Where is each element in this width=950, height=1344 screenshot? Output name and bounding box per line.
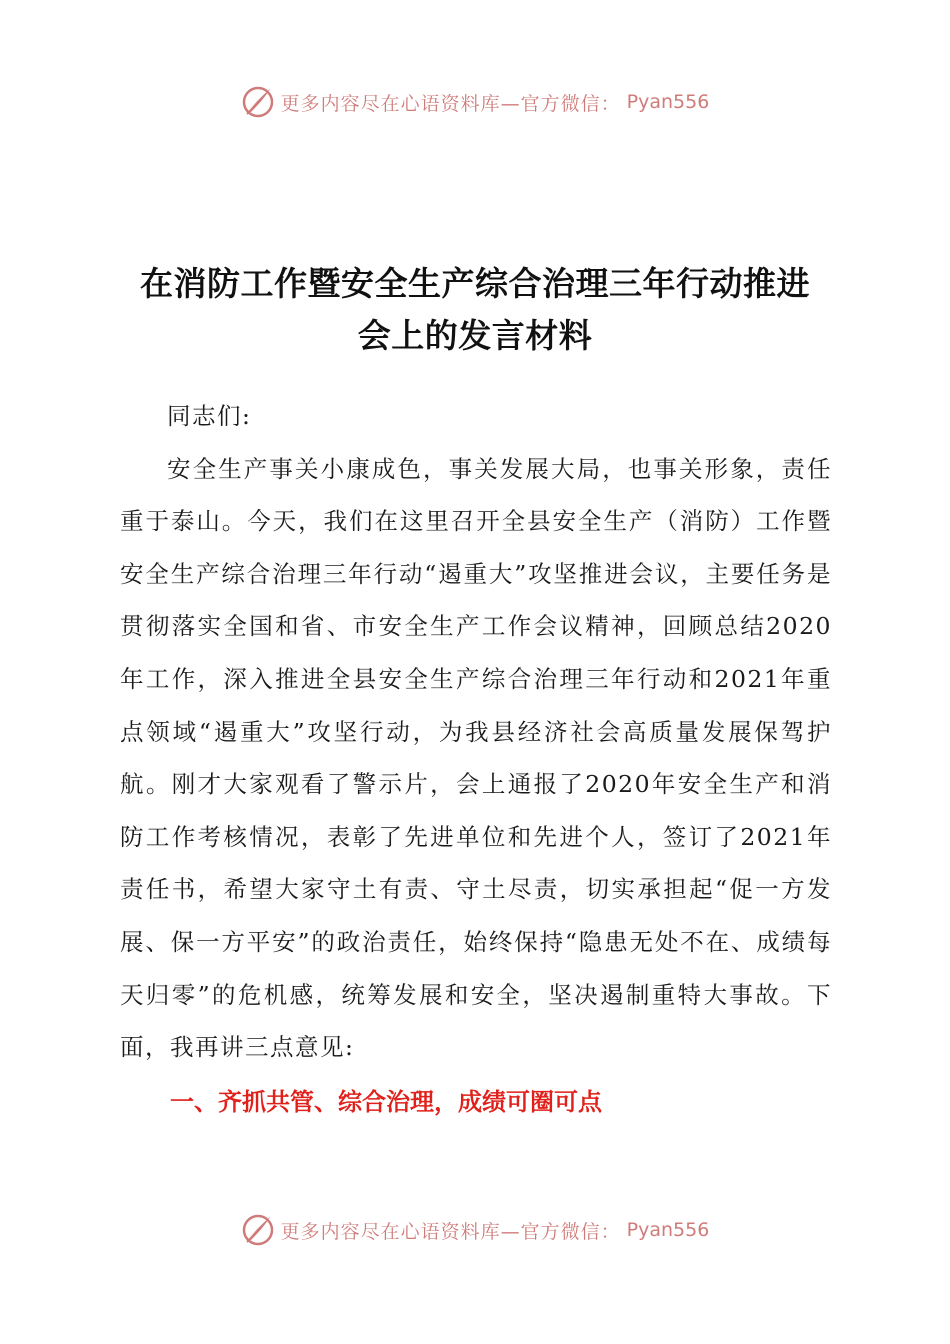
body-paragraph: 安全生产事关小康成色，事关发展大局，也事关形象，责任重于泰山。今天，我们在这里召开全县安全生产（消防）工作暨安全生产综合治理三年行动“遏重大”攻坚推进会议，主要任务是贯彻落实全国和省、市安全生产工作会议精神，回顾总结2020年工作，深入推进全县安全生产综合治理三年行动和2021年重点领域“遏重大”攻坚行动，为我县经济社会高质量发展保驾护航。刚才大家观看了警示片，会上通报了2020年安全生产和消防工作考核情况，表彰了先进单位和先进个人，签订了2021年责任书，希望大家守土有责、守土尽责，切实承担起“促一方发展、保一方平安”的政治责任，始终保持“隐患无处不在、成绩每天归零”的危机感，统筹发展和安全，坚决遏制重特大事故。下面，我再讲三点意见:: [120, 454, 832, 1062]
salutation: 同志们:: [167, 402, 252, 430]
quill-logo-icon: [241, 1213, 275, 1247]
watermark-text: 更多内容尽在心语资料库—官方微信：: [280, 92, 621, 115]
title-line-1: 在消防工作暨安全生产综合治理三年行动推进: [140, 264, 810, 303]
watermark-text: 更多内容尽在心语资料库—官方微信：: [280, 1220, 621, 1243]
watermark-wechat-id: Pyan556: [626, 91, 710, 113]
watermark-footer: [0, 1210, 950, 1250]
section-heading-1: 一、齐抓共管、综合治理，成绩可圈可点: [170, 1087, 602, 1116]
document-title: [100, 258, 850, 362]
title-line-2: 会上的发言材料: [357, 316, 593, 355]
watermark-header: [0, 82, 950, 122]
quill-logo-icon: [241, 85, 275, 119]
document-body: [120, 390, 832, 1130]
watermark-wechat-id: Pyan556: [626, 1219, 710, 1241]
